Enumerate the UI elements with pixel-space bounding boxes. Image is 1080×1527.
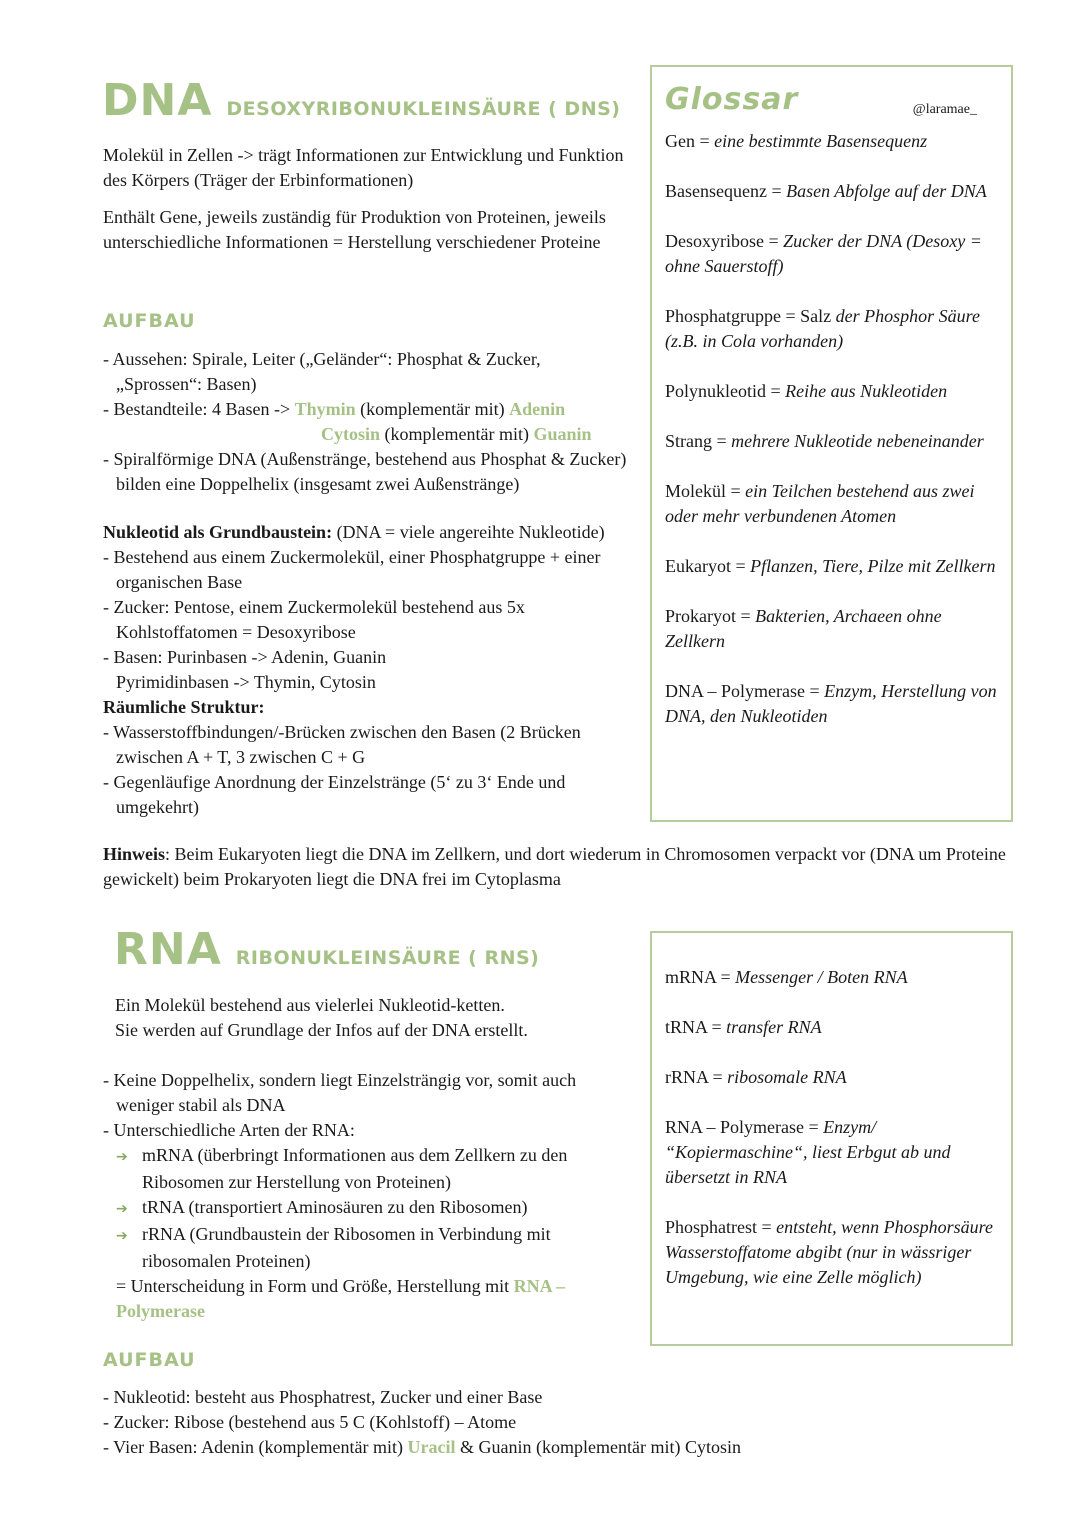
rna-aufbau-heading: AUFBAU [103,1349,196,1371]
rna-intro [115,993,635,1043]
cytosin: Cytosin [321,424,381,444]
arrow-right-icon: ➔ [116,1149,128,1165]
rna-polymerase-highlight: RNA – Polymerase [116,1276,566,1321]
pyrimidin-line: Pyrimidinbasen -> Thymin, Cytosin [116,672,376,692]
nukleotid-item: - Bestehend aus einem Zuckermolekül, einer Phosphatgruppe + einer organischen Base [103,547,601,592]
glossar-entry: Molekül = ein Teilchen bestehend aus zwei oder mehr verbundenen Atomen [665,481,975,526]
glossar-entry: Strang = mehrere Nukleotide nebeneinander [665,431,984,451]
rna-art: ➔ rRNA (Grundbaustein der Ribosomen in Verbindung mit ribosomalen Proteinen) [116,1224,551,1271]
rna-art: ➔ tRNA (transportiert Aminosäuren zu den Ribosomen) [103,1195,623,1222]
rna-glossar-entry: RNA – Polymerase = Enzym/ “Kopiermaschine“, liest Erbgut ab und übersetzt in RNA [665,1117,951,1187]
glossar-entry: Basensequenz = Basen Abfolge auf der DNA [665,181,987,201]
rna-glossar-entry: tRNA = transfer RNA [665,1017,822,1037]
rna-intro-2: Sie werden auf Grundlage der Infos auf der DNA erstellt. [115,1020,528,1040]
glossar-title: Glossar [665,82,799,117]
rna-title-row [114,925,644,975]
guanin: Guanin [533,424,592,444]
rna-aufbau-item: - Nukleotid: besteht aus Phosphatrest, Zucker und einer Base [103,1387,543,1407]
dna-intro-1: Molekül in Zellen -> trägt Informationen zur Entwicklung und Funktion des Körpers (Träger der Erbinformationen) [103,145,624,190]
nukleotid-item: - Zucker: Pentose, einem Zuckermolekül bestehend aus 5x Kohlstoffatomen = Desoxyribose [103,597,525,642]
dna-intro-2: Enthält Gene, jeweils zuständig für Produktion von Proteinen, jeweils unterschiedliche Informationen = Herstellung verschiedener Proteine [103,207,606,252]
raum-item: - Gegenläufige Anordnung der Einzelstränge (5‘ zu 3‘ Ende und umgekehrt) [103,772,566,817]
dna-aufbau-heading: AUFBAU [103,310,196,332]
rna-aufbau [103,1385,1003,1460]
dna-title: DNA [102,75,213,126]
dna-subtitle: DESOXYRIBONUKLEINSÄURE ( DNS) [226,98,621,120]
glossar-box [650,65,1013,822]
dna-aufbau-cytosin-line: Cytosin (komplementär mit) Guanin [321,424,592,444]
glossar-entry: Eukaryot = Pflanzen, Tiere, Pilze mit Zellkern [665,556,996,576]
thymin: Thymin [294,399,356,419]
dna-aufbau-spiral: - Spiralförmige DNA (Außenstränge, bestehend aus Phosphat & Zucker) bilden eine Doppelhelix (insgesamt zwei Außenstränge) [103,449,627,494]
dna-aufbau [103,347,643,497]
rna-list [103,1068,623,1324]
rna-glossar-entry: Phosphatrest = entsteht, wenn Phosphorsäure Wasserstoffatome abgibt (nur in wässriger Umgebung, wie eine Zelle möglich) [665,1217,993,1287]
rna-aufbau-basen: - Vier Basen: Adenin (komplementär mit) Uracil & Guanin (komplementär mit) Cytosin [103,1437,741,1457]
arrow-right-icon: ➔ [116,1201,128,1217]
rna-unterscheidung: = Unterscheidung in Form und Größe, Herstellung mit RNA – Polymerase [116,1276,566,1321]
rna-art: ➔ mRNA (überbringt Informationen aus dem Zellkern zu den Ribosomen zur Herstellung von Proteinen) [116,1145,568,1192]
dna-aufbau-aussehen: - Aussehen: Spirale, Leiter („Geländer“: Phosphat & Zucker, „Sprossen“: Basen) [103,349,541,394]
nukleotid-heading: Nukleotid als Grundbaustein: (DNA = viele angereihte Nukleotide) [103,522,605,542]
dna-title-row [102,76,642,126]
rna-item: - Unterschiedliche Arten der RNA: [103,1120,355,1140]
adenin: Adenin [509,399,566,419]
arrow-right-icon: ➔ [116,1228,128,1244]
glossar-entry: DNA – Polymerase = Enzym, Herstellung von DNA, den Nukleotiden [665,681,997,726]
rna-title: RNA [114,924,222,975]
uracil: Uracil [407,1437,456,1457]
dna-nukleotid [103,520,628,820]
rna-subtitle: RIBONUKLEINSÄURE ( RNS) [235,947,540,969]
glossar-entry: Polynukleotid = Reihe aus Nukleotiden [665,381,948,401]
nukleotid-item: - Basen: Purinbasen -> Adenin, Guanin [103,647,387,667]
rna-glossar-box [650,931,1013,1346]
author-handle: @laramae_ [912,102,977,117]
dna-aufbau-bestandteile: - Bestandteile: 4 Basen -> Thymin (komplementär mit) Adenin [103,399,566,419]
rna-glossar-entry: rRNA = ribosomale RNA [665,1067,847,1087]
glossar-entry: Gen = eine bestimmte Basensequenz [665,131,928,151]
raum-heading: Räumliche Struktur: [103,697,265,717]
rna-glossar-entry: mRNA = Messenger / Boten RNA [665,967,908,987]
dna-intro [103,143,633,255]
glossar-entry: Phosphatgruppe = Salz der Phosphor Säure (z.B. in Cola vorhanden) [665,306,980,351]
glossar-entry: Desoxyribose = Zucker der DNA (Desoxy = ohne Sauerstoff) [665,231,982,276]
rna-item: - Keine Doppelhelix, sondern liegt Einzelsträngig vor, somit auch weniger stabil als DNA [103,1070,577,1115]
glossar-entry: Prokaryot = Bakterien, Archaeen ohne Zellkern [665,606,942,651]
rna-intro-1: Ein Molekül bestehend aus vielerlei Nukleotid-ketten. [115,995,505,1015]
rna-aufbau-item: - Zucker: Ribose (bestehend aus 5 C (Kohlstoff) – Atome [103,1412,517,1432]
raum-item: - Wasserstoffbindungen/-Brücken zwischen den Basen (2 Brücken zwischen A + T, 3 zwischen C + G [103,722,581,767]
dna-hinweis: Hinweis: Beim Eukaryoten liegt die DNA im Zellkern, und dort wiederum in Chromosomen verpackt vor (DNA um Proteine gewickelt) beim Prokaryoten liegt die DNA frei im Cytoplasma [103,844,1006,889]
